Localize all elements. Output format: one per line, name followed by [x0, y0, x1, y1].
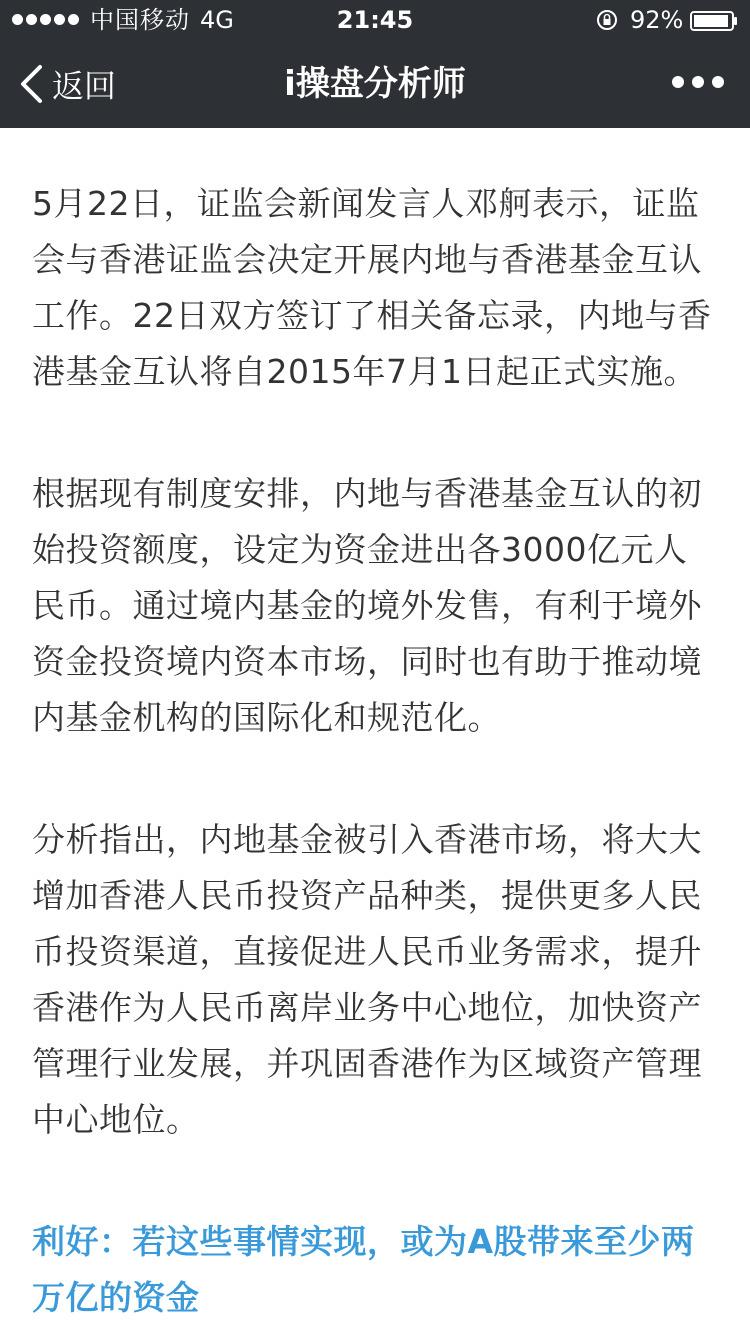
- article-paragraph: 根据现有制度安排，内地与香港基金互认的初始投资额度，设定为资金进出各3000亿元人民币。通过境内基金的境外发售，有利于境外资金投资境内资本市场，同时也有助于推动境内基金机构的国际化和规范化。: [32, 474, 702, 737]
- carrier-name: 中国移动: [90, 6, 190, 34]
- network-type: 4G: [200, 6, 234, 34]
- article-body: [32, 176, 718, 1326]
- back-label: 返回: [52, 67, 117, 105]
- navigation-bar: [0, 40, 750, 128]
- chevron-left-icon: [18, 64, 44, 104]
- page-title: i操盘分析师: [284, 64, 466, 104]
- article-paragraph: 分析指出，内地基金被引入香港市场，将大大增加香港人民币投资产品种类，提供更多人民币投资渠道，直接促进人民币业务需求，提升香港作为人民币离岸业务中心地位，加快资产管理行业发展，并巩固香港作为区域资产管理中心地位。: [32, 820, 702, 1139]
- status-time: 21:45: [336, 6, 414, 34]
- more-options-button[interactable]: [672, 76, 724, 88]
- back-button[interactable]: [18, 58, 116, 110]
- status-bar: [0, 0, 750, 40]
- more-dots-icon: [672, 76, 684, 88]
- battery-icon: [690, 11, 738, 31]
- article-paragraph: 5月22日，证监会新闻发言人邓舸表示，证监会与香港证监会决定开展内地与香港基金互认工作。22日双方签订了相关备忘录，内地与香港基金互认将自2015年7月1日起正式实施。: [32, 184, 712, 391]
- top-bar: [0, 0, 750, 128]
- highlight-paragraph: 利好：若这些事情实现，或为A股带来至少两万亿的资金: [32, 1222, 695, 1317]
- battery-percent: 92%: [630, 6, 684, 34]
- rotation-lock-icon: [596, 9, 618, 31]
